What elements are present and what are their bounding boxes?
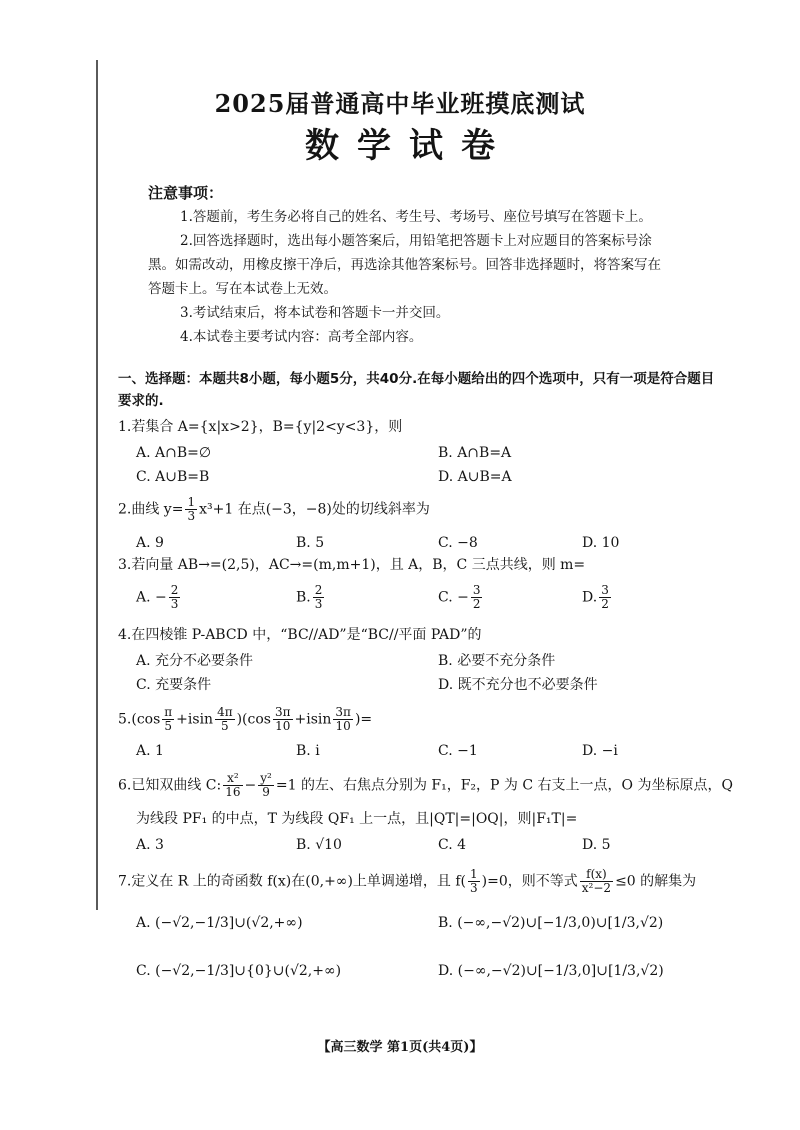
question-7-option-c: C. (−√2,−1/3]∪{0}∪(√2,+∞) xyxy=(136,963,342,979)
question-7-stem: 7.定义在 R 上的奇函数 f(x)在(0,+∞)上单调递增，且 f( $\frac{1}{3}$ )=0，则不等式 $\frac{f(x)}{\text{x²−2}}$ ≤0 的解集为 xyxy=(118,867,697,895)
question-7-option-a: A. (−√2,−1/3]∪(√2,+∞) xyxy=(136,915,303,931)
question-2-option-c: C. −8 xyxy=(438,535,478,551)
question-4-option-d: D. 既不充分也不必要条件 xyxy=(438,677,598,693)
notice-line-5: 3.考试结束后，将本试卷和答题卡一并交回。 xyxy=(180,305,450,321)
question-6-stem: 6.已知双曲线 C: $\frac{\text{x²}}{16}$ − $\frac{\text{y²}}{9}$ =1 的左、右焦点分别为 F₁，F₂，P 为 C 右支上一点，O 为坐标原点，Q xyxy=(118,771,733,799)
fraction: $\frac{1}{3}$ xyxy=(187,495,196,523)
question-3-option-b: B. $\frac{2}{3}$ xyxy=(296,583,323,611)
question-5-option-b: B. i xyxy=(296,743,320,759)
question-6-option-c: C. 4 xyxy=(438,837,467,853)
question-2-stem: 2.曲线 y= $\frac{1}{3}$ x³+1 在点(−3，−8)处的切线斜率为 xyxy=(118,495,430,523)
binding-margin-line xyxy=(96,60,98,910)
question-7-option-d: D. (−∞,−√2)∪[−1/3,0]∪[1/3,√2) xyxy=(438,963,664,979)
question-1-option-b: B. A∩B=A xyxy=(438,445,512,461)
subject-title: 数学试卷 xyxy=(305,126,513,166)
question-4-stem: 4.在四棱锥 P-ABCD 中，“BC//AD”是“BC//平面 PAD”的 xyxy=(118,627,482,643)
notice-line-3: 黑。如需改动，用橡皮擦干净后，再选涂其他答案标号。回答非选择题时，将答案写在 xyxy=(148,257,661,273)
question-5-option-d: D. −i xyxy=(582,743,618,759)
notice-line-6: 4.本试卷主要考试内容：高考全部内容。 xyxy=(180,329,423,345)
notice-line-1: 1.答题前，考生务必将自己的姓名、考生号、考场号、座位号填写在答题卡上。 xyxy=(180,209,652,225)
notice-heading: 注意事项： xyxy=(148,184,224,202)
question-5-stem: 5.(cos $\frac{\pi}{5}$ +isin $\frac{4\pi}{5}$ )(cos $\frac{3\pi}{10}$ +isin $\frac{3\pi}{10}$ )= xyxy=(118,705,373,733)
question-5-option-a: A. 1 xyxy=(136,743,164,759)
notice-line-4: 答题卡上。写在本试卷上无效。 xyxy=(148,281,337,297)
question-2-option-b: B. 5 xyxy=(296,535,325,551)
question-6-option-b: B. √10 xyxy=(296,837,342,853)
question-1-stem: 1.若集合 A={x|x>2}，B={y|2<y<3}，则 xyxy=(118,419,403,435)
page-footer: 【高三数学 第1页(共4页)】 xyxy=(317,1040,483,1055)
section-heading: 一、选择题：本题共8小题，每小题5分，共40分.在每小题给出的四个选项中，只有一项是符合题目要求的. xyxy=(118,371,715,409)
question-3-option-a: A. − $\frac{2}{3}$ xyxy=(136,583,179,611)
question-6-option-d: D. 5 xyxy=(582,837,611,853)
question-1-option-a: A. A∩B=∅ xyxy=(136,445,212,461)
question-5-option-c: C. −1 xyxy=(438,743,478,759)
question-6-option-a: A. 3 xyxy=(136,837,164,853)
question-4-option-a: A. 充分不必要条件 xyxy=(136,653,254,669)
question-3-option-c: C. − $\frac{3}{2}$ xyxy=(438,583,481,611)
notice-line-2: 2.回答选择题时，选出每小题答案后，用铅笔把答题卡上对应题目的答案标号涂 xyxy=(180,233,652,249)
question-2-option-a: A. 9 xyxy=(136,535,164,551)
question-1-option-d: D. A∪B=A xyxy=(438,469,512,485)
question-3-stem: 3.若向量 AB→=(2,5)，AC→=(m,m+1)，且 A，B，C 三点共线，则 m= xyxy=(118,557,586,573)
question-7-option-b: B. (−∞,−√2)∪[−1/3,0)∪[1/3,√2) xyxy=(438,915,664,931)
question-2-option-d: D. 10 xyxy=(582,535,620,551)
question-6-stem-line-2: 为线段 PF₁ 的中点，T 为线段 QF₁ 上一点，且|QT|=|OQ|，则|F₁T|= xyxy=(136,811,578,827)
exam-title: 2025届普通高中毕业班摸底测试 xyxy=(214,89,586,118)
question-4-option-b: B. 必要不充分条件 xyxy=(438,653,556,669)
question-4-option-c: C. 充要条件 xyxy=(136,677,212,693)
question-1-option-c: C. A∪B=B xyxy=(136,469,210,485)
question-3-option-d: D. $\frac{3}{2}$ xyxy=(582,583,609,611)
